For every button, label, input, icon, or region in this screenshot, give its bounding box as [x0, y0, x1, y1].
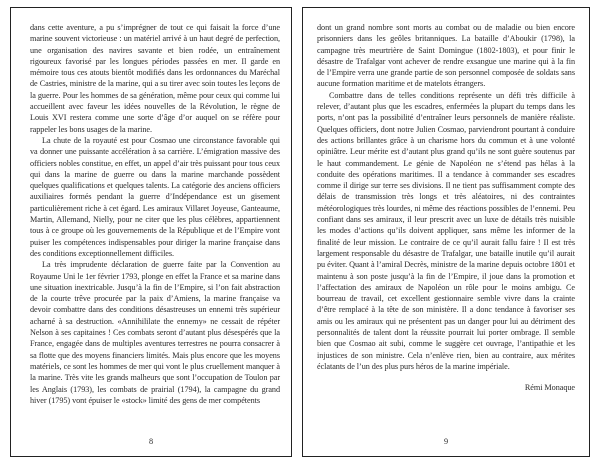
author-signature: Rémi Monaque — [524, 383, 575, 393]
paragraph: dont un grand nombre sont morts au combat ou de maladie ou bien encore prisonniers dans les geôles britanniques. La bataille d’Aboukir (1798), la campagne très meurtrière de Saint Domingue (1802-1803), et pour finir le désastre de Trafalgar vont achever de rendre exsangue une marine qui à la fin de l’Empire verra une grande partie de son personnel composée de soldats sans aucune formation maritime et de matelots étrangers. — [317, 23, 575, 89]
paragraph: dans cette aventure, a pu s’imprégner de tout ce qui faisait la force d’une marine souvent victorieuse : un matériel arrivé à un haut degré de perfection, une organisation des navires savante et bien rodée, un entraînement rigoureux favorisé par les longues périodes passées en mer. Il garde en mémoire tous ces atouts bientôt modifiés dans les ordonnances du Maréchal de Castries, ministre de la marine, qui a su tirer avec soin toutes les leçons de la guerre. Pour les hommes de sa génération, même pour ceux qui comme lui accueillent avec faveur les idées nouvelles de la Révolution, le règne de Louis XVI restera comme une sorte d’âge d’or auquel on se réfère pour rappeler les bons usages de la marine. — [30, 23, 280, 134]
left-page-body — [30, 22, 280, 406]
paragraph: La chute de la royauté est pour Cosmao une circonstance favorable qui va donner une puissante accélération à sa carrière. L’émigration massive des officiers nobles constitue, en effet, un appel d’air très puissant pour tous ceux qui dans la marine de guerre ou dans la marine marchande possèdent quelques qualifications et quelques talents. La catégorie des anciens officiers auxiliaires formés pendant la guerre d’Indépendance est un gisement particulièrement riche à cet égard. Les amiraux Villaret Joyeuse, Ganteaume, Martin, Allemand, Nielly, pour ne citer que les plus célèbres, appartiennent tous à ce groupe où les gouvernements de la République et de l’Empire vont puiser les compétences indispensables pour diriger la marine française dans des conditions exceptionnellement difficiles. — [30, 135, 280, 258]
page-number: 9 — [443, 437, 449, 446]
left-page — [10, 7, 292, 457]
paragraph: Combattre dans de telles conditions représente un défi très difficile à relever, d’autant plus que les escadres, enfermées la plupart du temps dans les ports, n’ont pas la possibilité d’entraîner leurs personnels de manière réaliste. Quelques officiers, dont notre Julien Cosmao, parviendront pourtant à conduire des actions brillantes grâce à un charisme hors du commun et à une volonté opiniâtre. Leur mérite est d’autant plus grand qu’ils ne sont guère soutenus par le haut commandement. Le génie de Napoléon ne s’étend pas hélas à la conduite des opérations maritimes. Il a tendance à commander ses escadres comme il dirige sur terre ses divisions. Il ne tient pas suffisamment compte des délais de transmission très longs et très aléatoires, ni des contraintes météorologiques très lourdes, ni même des réactions possibles de l’ennemi. Peu confiant dans ses amiraux, il leur prescrit avec un luxe de détails très nuisible les modes d’actions qu’ils doivent appliquer, sans même les informer de la finalité de leur mission. Le contraire de ce qu’il aurait fallu faire ! Il est très largement responsable du désastre de Trafalgar, une bataille inutile qu’il aurait pu éviter. Quant à l’amiral Decrès, ministre de la marine depuis octobre 1801 et maintenu à son poste jusqu’à la fin de l’Empire, il joue dans la promotion et l’affectation des amiraux de Napoléon un rôle pour le moins ambigu. Ce bourreau de travail, cet excellent gestionnaire semble vivre dans la crainte d’être remplacé à la tête de son ministère. Il a donc tendance à favoriser ses amis ou les amiraux qui ne présentent pas un danger pour lui au détriment des personnalités de talent dont la réussite pourrait lui porter ombrage. Il semble bien que Cosmao ait subi, comme le suggère cet ouvrage, l’antipathie et les injustices de son ministre. Cela n’enlève rien, bien au contraire, aux mérites éclatants de l’un des plus purs héros de la marine impériale. — [317, 90, 575, 371]
right-page-body — [317, 22, 575, 394]
right-page — [302, 7, 590, 457]
paragraph: La très imprudente déclaration de guerre faite par la Convention au Royaume Uni le 1er février 1793, plonge en effet la France et sa marine dans une situation inextricable. Jusqu’à la fin de l’Empire, si l’on fait abstraction de la courte trêve procurée par la paix d’Amiens, la marine française va devoir combattre dans des conditions désastreuses un ennemi très supérieur acharné à sa destruction. «Annihililate the ennemy» ne cessait de répéter Nelson à ses capitaines ! Ces combats seront d’autant plus désespérés que la France, engagée dans de multiples aventures terrestres ne pourra consacrer à sa flotte que des moyens financiers limités. Mais plus encore que les moyens matériels, ce sont les hommes de mer qui vont le plus cruellement manquer à la marine. Très vite les grands malheurs que sont l’occupation de Toulon par les Anglais (1793), les combats de prairial (1794), la campagne du grand hiver (1795) vont épuiser le «stock» limité des gens de mer compétents — [30, 260, 280, 405]
page-number: 8 — [148, 437, 154, 446]
